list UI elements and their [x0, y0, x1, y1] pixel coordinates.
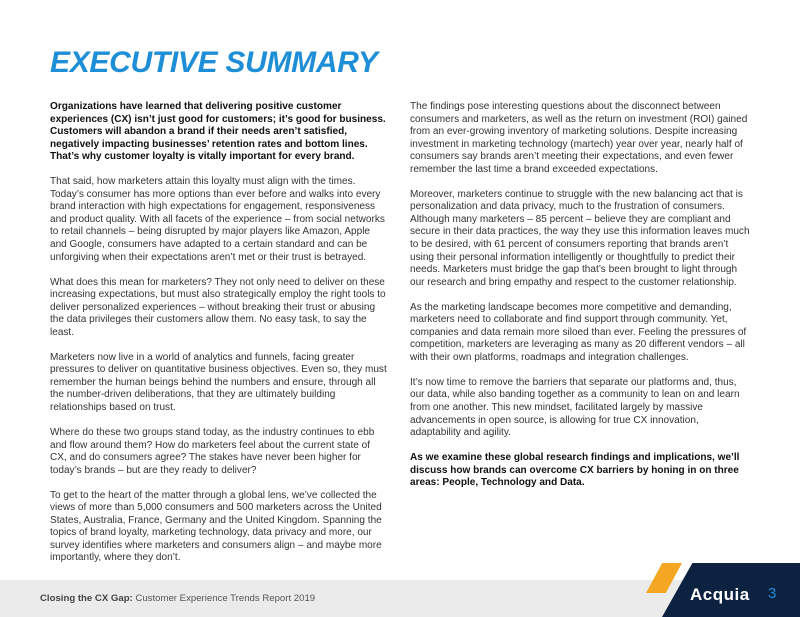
body-columns [50, 101, 750, 578]
footer-report-name: Closing the CX Gap: [40, 593, 133, 604]
paragraph: It’s now time to remove the barriers that separate our platforms and, thus, our data, while also banding together as a community to lean on and learn from one another. This new mindset, facilitated largely by massive advancements in open source, is allowing for true CX innovation, adaptability and agility. [410, 376, 740, 439]
paragraph: Where do these two groups stand today, as the industry continues to ebb and flow around them? How do marketers feel about the current state of CX, and do consumers agree? The stakes have never been higher for today’s brands – but are they ready to deliver? [50, 427, 375, 476]
paragraph: As the marketing landscape becomes more competitive and demanding, marketers need to collaborate and find support through community. Yet, companies and data remain more siloed than ever. Feeling the pressures of competition, marketers are leveraging as many as 20 different vendors – all with their own platforms, roadmaps and integration challenges. [410, 301, 747, 363]
paragraph: To get to the heart of the matter through a global lens, we’ve collected the views of more than 5,000 consumers and 500 marketers across the United States, Australia, France, Germany and the United Kingdom. Spanning the topics of brand loyalty, marketing technology, data privacy and more, our survey identifies where marketers and consumers align – and maybe more importantly, where they don’t. [50, 489, 382, 564]
paragraph: That said, how marketers attain this loyalty must align with the times. Today’s consumer has more options than ever before and walks into every brand interaction with high expectations for engagement, responsiveness and product quality. With all facets of the experience – from social networks to retail channels – being disrupted by major players like Amazon, Apple and Google, consumers have adapted to a certain standard and can be unforgiving when their expectations aren’t met or their trust is betrayed. [50, 176, 385, 263]
right-column [410, 101, 750, 578]
acquia-logo: Acquia [690, 585, 750, 604]
paragraph: Organizations have learned that delivering positive customer experiences (CX) isn’t just good for customers; it’s good for business. Customers will abandon a brand if their needs aren’t satisfied, negatively impacting businesses’ retention rates and bottom lines. That’s why customer loyalty is vitally important for every brand. [50, 101, 386, 163]
left-column [50, 101, 388, 578]
footer-report-subtitle: Customer Experience Trends Report 2019 [132, 593, 316, 604]
paragraph: Marketers now live in a world of analytics and funnels, facing greater pressures to deliver on quantitative business objectives. Even so, they must remember the human beings behind the numbers and ensure, through all the number-driven deliberations, that they are ultimately building relationships based on trust. [50, 351, 387, 413]
page-number: 3 [768, 585, 777, 602]
paragraph: What does this mean for marketers? They not only need to deliver on these increasing expectations, but must also strategically employ the right tools to deliver personalized experiences – without breaking their trust or abusing the data privileges their customers allow them. No easy task, to say the least. [50, 276, 386, 338]
paragraph: As we examine these global research findings and implications, we’ll discuss how brands can overcome CX barriers by honing in on three areas: People, Technology and Data. [410, 452, 740, 489]
paragraph: Moreover, marketers continue to struggle with the new balancing act that is personalization and data privacy, much to the frustration of consumers. Although many marketers – 85 percent – believe they are compliant and secure in their data practices, the way they use this information leaves much to be desired, with 61 percent of consumers reporting that brands aren’t using their personal information intelligently or thoughtfully to predict their needs. Marketers must bridge the gap that’s been brought to light through our research and bring empathy and respect to the customer relationship. [410, 188, 750, 288]
footer-report-title [40, 593, 315, 604]
page-title: EXECUTIVE SUMMARY [50, 46, 378, 79]
paragraph: The findings pose interesting questions about the disconnect between consumers and marketers, as well as the return on investment (ROI) gained from an ever-growing inventory of marketing solutions. Despite increasing investment in marketing technology (martech) year over year, nearly half of consumers say brands aren’t meeting their expectations, and even fewer remember the last time a brand exceeded expectations. [410, 101, 748, 175]
